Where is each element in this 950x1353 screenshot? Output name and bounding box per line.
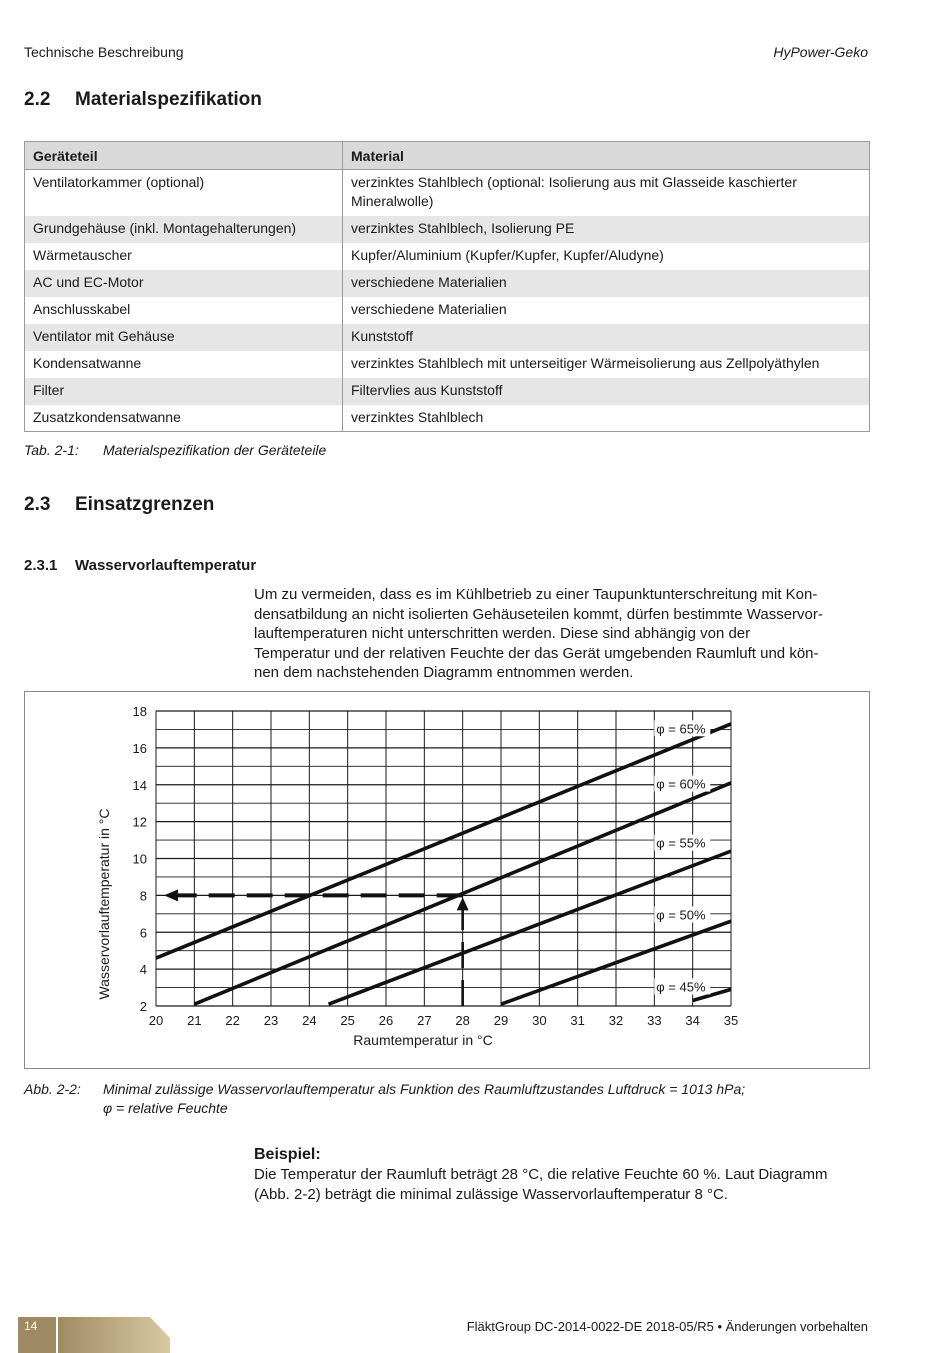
footer-color-bar: [18, 1317, 170, 1353]
x-tick-label: 34: [685, 1013, 700, 1028]
x-tick-label: 28: [455, 1013, 470, 1028]
table-cell: verschiedene Materialien: [343, 270, 870, 297]
table-cell: Ventilator mit Gehäuse: [25, 324, 343, 351]
x-tick-label: 23: [263, 1013, 279, 1028]
example-line: (Abb. 2-2) beträgt die minimal zulässige Wasservorlauftemperatur 8 °C.: [254, 1186, 728, 1203]
table-row: [25, 405, 870, 432]
y-tick-labels: [133, 704, 147, 1014]
section-heading-2-3: [24, 494, 214, 516]
example-arrow-up: [457, 897, 469, 910]
series-label: φ = 55%: [656, 835, 706, 851]
example-section: [254, 1145, 870, 1205]
series-labels: [654, 720, 710, 994]
table-cell: Grundgehäuse (inkl. Montagehalterungen): [25, 216, 343, 243]
example-title: Beispiel:: [254, 1146, 321, 1163]
table-caption: [24, 442, 326, 458]
header-left: Technische Beschreibung: [24, 44, 184, 60]
x-axis-label: Raumtemperatur in °C: [353, 1032, 493, 1048]
figure-caption-line1: Minimal zulässige Wasservorlauftemperatur als Funktion des Raumluftzustandes Luftdruck = 1013 hPa;: [103, 1081, 746, 1097]
header-right: HyPower-Geko: [773, 44, 868, 60]
chart-frame: [24, 691, 870, 1069]
y-tick-label: 8: [139, 888, 147, 904]
y-tick-label: 6: [139, 925, 147, 941]
section-heading-2-3-1: [24, 557, 256, 574]
x-tick-label: 20: [148, 1013, 164, 1028]
section-number: 2.3: [24, 494, 51, 515]
table-cell: verschiedene Materialien: [351, 300, 507, 317]
table-cell: verzinktes Stahlblech mit unterseitiger Wärmeisolierung aus Zellpolyäthylen: [351, 354, 820, 371]
example-line: Die Temperatur der Raumluft beträgt 28 °C, die relative Feuchte 60 %. Laut Diagramm: [254, 1166, 828, 1183]
y-tick-label: 4: [139, 962, 147, 978]
x-tick-label: 26: [378, 1013, 394, 1028]
y-tick-label: 18: [132, 704, 147, 719]
table-row: [25, 297, 870, 324]
series-label: φ = 60%: [656, 776, 706, 792]
x-tick-label: 25: [340, 1013, 355, 1028]
y-tick-label: 12: [132, 814, 147, 830]
example-marker: [164, 889, 469, 1006]
table-row: [25, 351, 870, 378]
page-number: 14: [24, 1319, 38, 1333]
table-caption-text: Materialspezifikation der Geräteteile: [103, 442, 327, 458]
intro-line: nen dem nachstehenden Diagramm entnommen werden.: [254, 664, 634, 681]
y-tick-label: 10: [132, 851, 147, 867]
series-label: φ = 65%: [656, 721, 706, 737]
section-heading-2-2: [24, 89, 262, 111]
table-cell: Anschlusskabel: [25, 297, 343, 324]
x-tick-label: 27: [417, 1013, 432, 1028]
x-tick-label: 29: [493, 1013, 509, 1028]
table-cell: Filter: [25, 378, 343, 405]
table-row: [25, 170, 870, 216]
table-cell: verzinktes Stahlblech: [351, 408, 484, 425]
x-tick-labels: [149, 1013, 738, 1028]
figure-caption-line2: φ = relative Feuchte: [103, 1100, 228, 1116]
table-cell: verzinktes Stahlblech, Isolierung PE: [343, 216, 870, 243]
material-table: [24, 141, 870, 432]
table-row: [25, 324, 870, 351]
section-title: Einsatzgrenzen: [75, 494, 215, 515]
x-tick-label: 33: [647, 1013, 662, 1028]
x-tick-label: 21: [187, 1013, 202, 1028]
y-tick-label: 14: [132, 777, 147, 793]
y-tick-label: 16: [132, 740, 147, 756]
section-number: 2.3.1: [24, 557, 58, 574]
section-title: Materialspezifikation: [75, 89, 262, 110]
figure-caption: [24, 1080, 745, 1118]
x-tick-label: 30: [532, 1013, 547, 1028]
example-arrow-left: [164, 889, 178, 901]
table-row: [25, 216, 870, 243]
table-cell: Ventilatorkammer (optional): [25, 170, 343, 216]
table-cell: AC und EC-Motor: [25, 270, 343, 297]
table-cell: Zusatzkondensatwanne: [25, 405, 343, 432]
table-caption-label: Tab. 2-1:: [24, 442, 79, 458]
dew-point-chart: [25, 692, 869, 1068]
intro-line: densatbildung an nicht isolierten Gehäuseteilen kommt, dürfen bestimmte Wasservor-: [254, 605, 823, 623]
intro-line: Temperatur und der relativen Feuchte der das Gerät umgebenden Raumluft und kön-: [254, 644, 819, 662]
table-cell: Kondensatwanne: [25, 351, 343, 378]
table-row: [25, 270, 870, 297]
intro-line: lauftemperaturen nicht unterschritten werden. Diese sind abhängig von der: [254, 625, 751, 642]
table-header-cell: Material: [343, 142, 870, 170]
y-tick-label: 2: [139, 999, 147, 1014]
x-tick-label: 22: [225, 1013, 240, 1028]
intro-line: Um zu vermeiden, dass es im Kühlbetrieb zu einer Taupunktunterschreitung mit Kon-: [254, 586, 818, 603]
figure-caption-label: Abb. 2-2:: [24, 1081, 81, 1097]
x-tick-label: 31: [570, 1013, 585, 1028]
table-header-cell: Geräteteil: [25, 142, 343, 170]
x-tick-label: 24: [302, 1013, 317, 1028]
table-cell: Wärmetauscher: [25, 243, 343, 270]
table-row: [25, 243, 870, 270]
table-row: [25, 378, 870, 405]
x-tick-label: 32: [608, 1013, 624, 1028]
x-tick-label: 35: [723, 1013, 739, 1028]
table-cell: Filtervlies aus Kunststoff: [343, 378, 870, 405]
series-line: [156, 724, 731, 958]
section-number: 2.2: [24, 89, 51, 110]
y-axis-label: Wasservorlauftemperatur in °C: [96, 808, 112, 1000]
series-label: φ = 45%: [656, 979, 706, 995]
series-label: φ = 50%: [656, 907, 706, 923]
table-header-row: [25, 142, 870, 170]
section-title: Wasservorlauftemperatur: [75, 557, 257, 574]
footer-text: FläktGroup DC-2014-0022-DE 2018-05/R5 • Änderungen vorbehalten: [466, 1319, 868, 1334]
table-cell: Kupfer/Aluminium (Kupfer/Kupfer, Kupfer/Aludyne): [351, 246, 664, 263]
intro-paragraph: [254, 585, 870, 683]
table-cell: verzinktes Stahlblech (optional: Isolierung aus mit Glasseide kaschierter Mineralwolle): [351, 174, 797, 209]
table-cell: Kunststoff: [343, 324, 870, 351]
